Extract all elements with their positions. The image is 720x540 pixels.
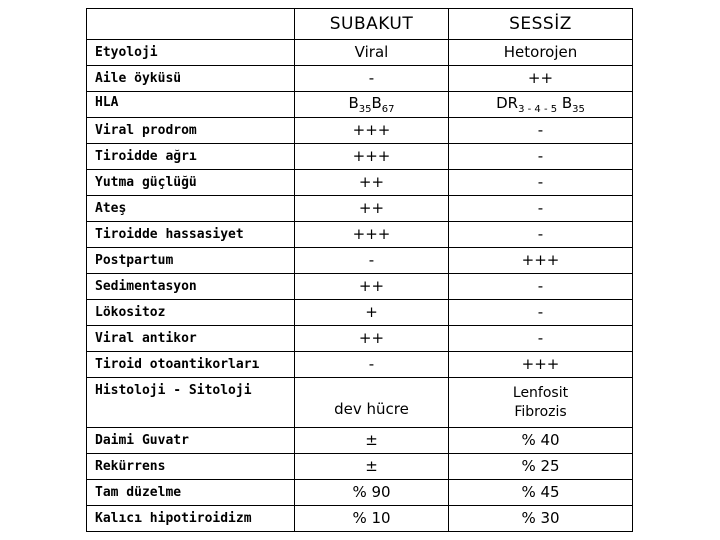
hla-text: B: [371, 94, 382, 112]
table-row: [87, 480, 633, 506]
sessiz-value: -: [449, 170, 633, 196]
sessiz-value: % 45: [449, 480, 633, 506]
hla-text: B: [557, 94, 573, 112]
table-row: [87, 326, 633, 352]
sessiz-value: -: [449, 196, 633, 222]
table-row: [87, 248, 633, 274]
subakut-value: +++: [295, 144, 449, 170]
sessiz-value: +++: [449, 352, 633, 378]
subakut-hla: [295, 92, 449, 118]
table-row: [87, 300, 633, 326]
sessiz-line: Fibrozis: [514, 403, 567, 420]
hla-sub: 35: [358, 104, 372, 115]
header-sessiz: SESSİZ: [449, 9, 633, 40]
row-label: Etyoloji: [87, 40, 295, 66]
subakut-value: -: [295, 248, 449, 274]
hla-sub: 3 - 4 - 5: [518, 104, 558, 115]
table-row: [87, 66, 633, 92]
row-label: Lökositoz: [87, 300, 295, 326]
row-label: Viral prodrom: [87, 118, 295, 144]
row-label: HLA: [87, 92, 295, 118]
sessiz-value: -: [449, 300, 633, 326]
sessiz-value: % 30: [449, 506, 633, 532]
sessiz-value: -: [449, 118, 633, 144]
table-row: [87, 506, 633, 532]
sessiz-value: Hetorojen: [449, 40, 633, 66]
sessiz-value: % 40: [449, 428, 633, 454]
table-row: [87, 454, 633, 480]
sessiz-line: Lenfosit: [512, 385, 569, 402]
sessiz-value: -: [449, 326, 633, 352]
sessiz-value: -: [449, 144, 633, 170]
comparison-table: [86, 8, 633, 532]
sessiz-value: -: [449, 222, 633, 248]
header-blank-cell: [87, 9, 295, 40]
sessiz-value: % 25: [449, 454, 633, 480]
subakut-value: +++: [295, 222, 449, 248]
row-label: Viral antikor: [87, 326, 295, 352]
table-row: [87, 144, 633, 170]
header-row: [87, 9, 633, 40]
sessiz-value: ++: [449, 66, 633, 92]
row-label: Aile öyküsü: [87, 66, 295, 92]
subakut-value: ±: [295, 454, 449, 480]
subakut-value: % 90: [295, 480, 449, 506]
subakut-value: -: [295, 352, 449, 378]
header-subakut: SUBAKUT: [295, 9, 449, 40]
row-label: Sedimentasyon: [87, 274, 295, 300]
table-row: [87, 118, 633, 144]
row-label: Tiroidde ağrı: [87, 144, 295, 170]
subakut-value: dev hücre: [295, 378, 449, 428]
subakut-value: Viral: [295, 40, 449, 66]
hla-sub: 67: [381, 104, 395, 115]
table-row: [87, 92, 633, 118]
subakut-value: % 10: [295, 506, 449, 532]
subakut-value: ++: [295, 170, 449, 196]
subakut-value: ±: [295, 428, 449, 454]
table-row: [87, 196, 633, 222]
hla-sub: 35: [572, 104, 585, 115]
row-label: Postpartum: [87, 248, 295, 274]
subakut-value: ++: [295, 274, 449, 300]
table-row: [87, 352, 633, 378]
row-label: Yutma güçlüğü: [87, 170, 295, 196]
subakut-value: ++: [295, 326, 449, 352]
table-row: [87, 222, 633, 248]
row-label: Rekürrens: [87, 454, 295, 480]
sessiz-value: [449, 378, 633, 428]
sessiz-hla: [449, 92, 633, 118]
table-row: [87, 170, 633, 196]
subakut-value: ++: [295, 196, 449, 222]
subakut-value: -: [295, 66, 449, 92]
table-row: [87, 428, 633, 454]
hla-text: DR: [496, 94, 519, 112]
subakut-value: +: [295, 300, 449, 326]
subakut-value: +++: [295, 118, 449, 144]
row-label: Tiroid otoantikorları: [87, 352, 295, 378]
hla-text: B: [348, 94, 359, 112]
table-row: [87, 274, 633, 300]
row-label: Kalıcı hipotiroidizm: [87, 506, 295, 532]
row-label: Daimi Guvatr: [87, 428, 295, 454]
row-label: Tiroidde hassasiyet: [87, 222, 295, 248]
row-label: Ateş: [87, 196, 295, 222]
table-row: [87, 40, 633, 66]
sessiz-value: -: [449, 274, 633, 300]
row-label: Tam düzelme: [87, 480, 295, 506]
sessiz-value: +++: [449, 248, 633, 274]
row-label: Histoloji - Sitoloji: [87, 378, 295, 428]
table-row: [87, 378, 633, 428]
